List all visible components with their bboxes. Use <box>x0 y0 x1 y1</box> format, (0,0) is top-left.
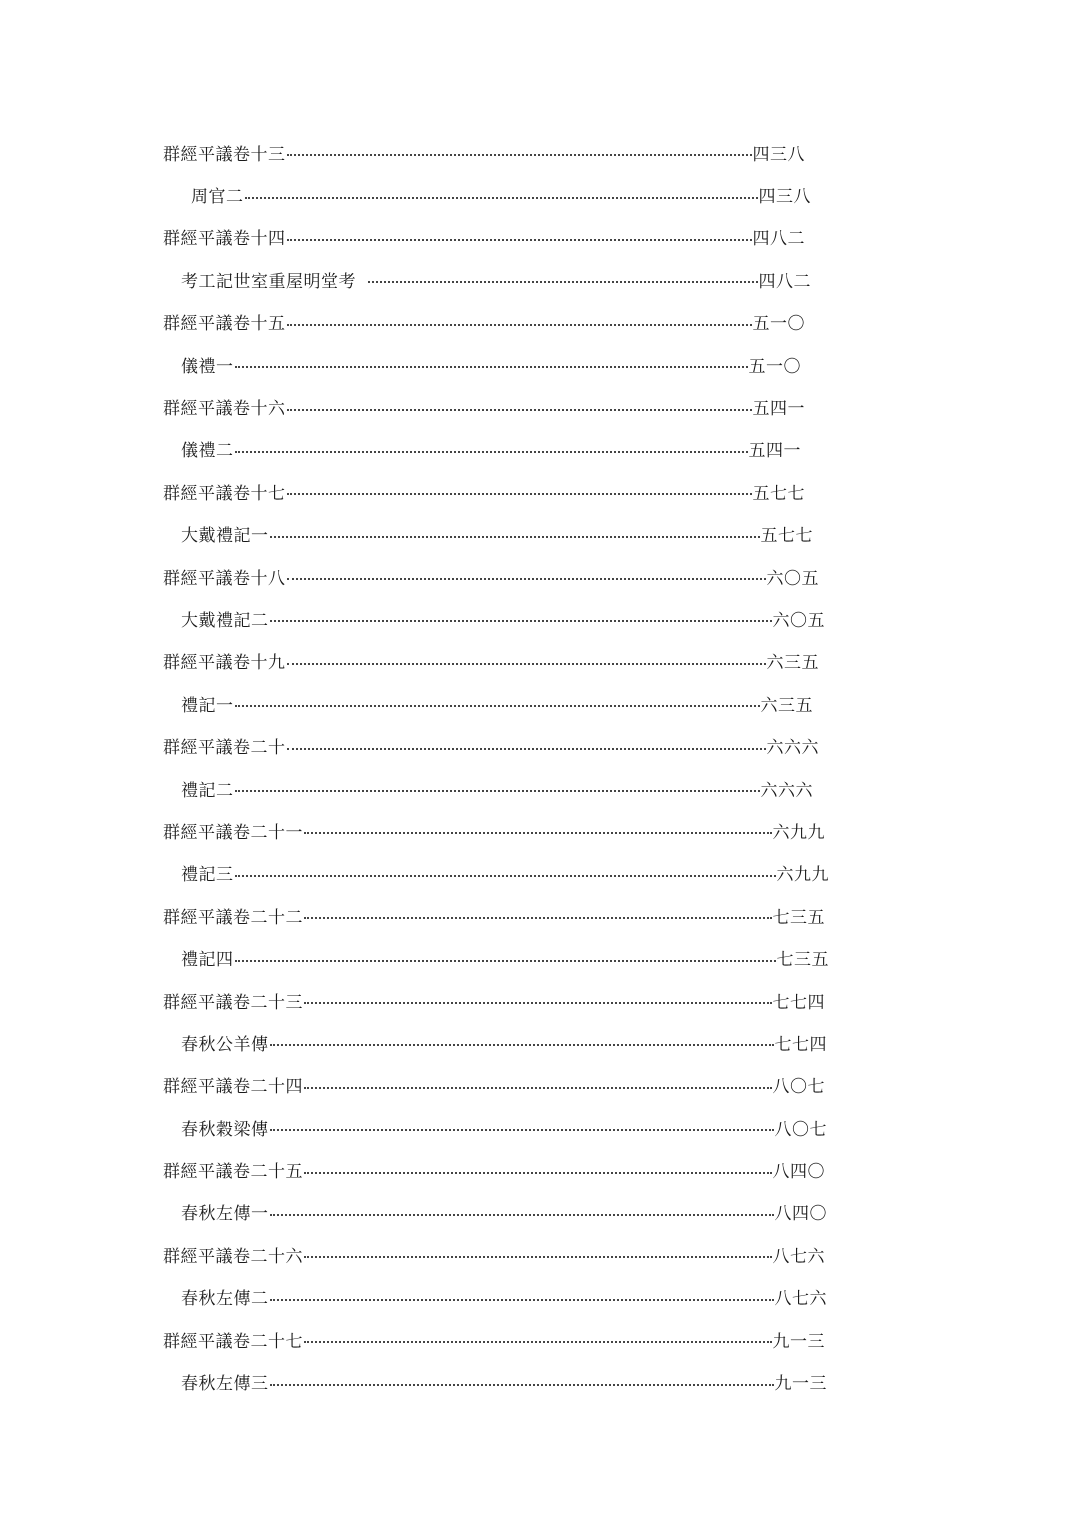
toc-entry <box>181 1360 827 1402</box>
dot-leader <box>287 493 752 495</box>
dot-leader <box>235 790 760 792</box>
toc-entry-page: 四三八 <box>758 187 811 208</box>
dot-leader <box>304 1256 772 1258</box>
toc-entry <box>163 809 825 851</box>
toc-entry-title: 群經平議卷二十 <box>163 738 286 759</box>
toc-entry-title: 群經平議卷十五 <box>163 314 286 335</box>
toc-entry-title: 春秋穀梁傳 <box>181 1119 269 1140</box>
toc-entry-title: 大戴禮記一 <box>181 526 269 547</box>
toc-entry <box>163 1148 825 1190</box>
toc-entry-page: 六九九 <box>772 822 825 843</box>
toc-entry <box>181 1191 827 1233</box>
table-of-contents <box>163 131 863 1403</box>
toc-entry-title: 春秋公羊傳 <box>181 1034 269 1055</box>
toc-entry <box>191 173 811 215</box>
dot-leader <box>287 409 752 411</box>
dot-leader <box>235 960 776 962</box>
toc-entry-page: 五一〇 <box>748 356 801 377</box>
toc-entry-page: 八七六 <box>772 1246 825 1267</box>
toc-entry-title: 禮記四 <box>181 950 234 971</box>
toc-entry-page: 四三八 <box>752 144 805 165</box>
dot-leader <box>287 748 766 750</box>
toc-entry-title: 群經平議卷十三 <box>163 144 286 165</box>
toc-entry-page: 六六六 <box>766 738 819 759</box>
toc-entry-title: 群經平議卷二十六 <box>163 1246 303 1267</box>
toc-entry-page: 六三五 <box>766 653 819 674</box>
toc-entry <box>163 555 819 597</box>
toc-entry-page: 九一三 <box>774 1374 827 1395</box>
dot-leader <box>235 366 748 368</box>
toc-entry <box>163 1064 825 1106</box>
dot-leader <box>270 1299 774 1301</box>
toc-entry-title: 儀禮一 <box>181 356 234 377</box>
dot-leader <box>287 578 766 580</box>
toc-entry <box>181 767 813 809</box>
dot-leader <box>304 1002 772 1004</box>
dot-leader <box>287 154 752 156</box>
toc-entry-page: 八〇七 <box>774 1119 827 1140</box>
toc-entry-page: 六三五 <box>760 695 813 716</box>
toc-entry <box>163 131 805 173</box>
toc-entry-page: 五四一 <box>748 441 801 462</box>
toc-entry-title: 群經平議卷二十四 <box>163 1077 303 1098</box>
dot-leader <box>235 705 760 707</box>
toc-entry-title: 群經平議卷二十三 <box>163 992 303 1013</box>
toc-entry <box>163 1318 825 1360</box>
toc-entry-page: 六六六 <box>760 780 813 801</box>
toc-entry <box>181 428 801 470</box>
toc-entry-title: 禮記一 <box>181 695 234 716</box>
toc-entry-page: 七七四 <box>774 1034 827 1055</box>
toc-entry <box>181 597 825 639</box>
toc-entry-page: 七三五 <box>776 950 829 971</box>
toc-entry <box>181 258 811 300</box>
toc-entry-title: 群經平議卷二十二 <box>163 907 303 928</box>
toc-entry-page: 六〇五 <box>766 568 819 589</box>
toc-entry <box>163 385 805 427</box>
toc-entry <box>181 852 829 894</box>
toc-entry-page: 六〇五 <box>772 610 825 631</box>
toc-entry <box>163 301 805 343</box>
toc-entry <box>181 936 829 978</box>
dot-leader <box>287 324 752 326</box>
dot-leader <box>304 1087 772 1089</box>
dot-leader <box>270 536 760 538</box>
toc-entry-page: 七三五 <box>772 907 825 928</box>
toc-entry-title: 儀禮二 <box>181 441 234 462</box>
toc-entry-page: 八四〇 <box>774 1204 827 1225</box>
dot-leader <box>245 197 758 199</box>
toc-entry-title: 春秋左傳一 <box>181 1204 269 1225</box>
dot-leader <box>287 239 752 241</box>
dot-leader <box>270 1129 774 1131</box>
toc-entry-page: 四八二 <box>752 229 805 250</box>
toc-entry-page: 五七七 <box>752 483 805 504</box>
toc-entry-title: 禮記三 <box>181 865 234 886</box>
toc-entry <box>163 894 825 936</box>
toc-entry-title: 群經平議卷十四 <box>163 229 286 250</box>
toc-entry-title: 群經平議卷十七 <box>163 483 286 504</box>
toc-entry-page: 九一三 <box>772 1331 825 1352</box>
dot-leader <box>270 1214 774 1216</box>
toc-entry <box>181 343 801 385</box>
toc-entry-title: 禮記二 <box>181 780 234 801</box>
toc-entry <box>163 979 825 1021</box>
toc-entry-page: 八〇七 <box>772 1077 825 1098</box>
toc-entry <box>181 1106 827 1148</box>
toc-entry <box>181 1276 827 1318</box>
toc-entry <box>163 724 819 766</box>
toc-entry <box>181 513 813 555</box>
toc-entry <box>163 1233 825 1275</box>
toc-entry-page: 四八二 <box>758 271 811 292</box>
dot-leader <box>235 451 748 453</box>
toc-entry <box>163 470 805 512</box>
toc-entry-page: 七七四 <box>772 992 825 1013</box>
toc-entry-page: 八四〇 <box>772 1162 825 1183</box>
toc-entry-page: 五一〇 <box>752 314 805 335</box>
dot-leader <box>270 1384 774 1386</box>
toc-entry <box>163 640 819 682</box>
dot-leader <box>368 281 758 283</box>
toc-entry-title: 群經平議卷十九 <box>163 653 286 674</box>
toc-entry-title: 群經平議卷十八 <box>163 568 286 589</box>
toc-entry-title: 群經平議卷二十五 <box>163 1162 303 1183</box>
dot-leader <box>270 620 772 622</box>
toc-entry-title: 大戴禮記二 <box>181 610 269 631</box>
toc-entry-title: 群經平議卷十六 <box>163 399 286 420</box>
toc-entry-page: 八七六 <box>774 1289 827 1310</box>
toc-entry-title: 春秋左傳三 <box>181 1374 269 1395</box>
toc-entry-title: 春秋左傳二 <box>181 1289 269 1310</box>
toc-entry <box>181 682 813 724</box>
dot-leader <box>304 917 772 919</box>
toc-entry-title: 群經平議卷二十一 <box>163 822 303 843</box>
toc-entry-page: 五七七 <box>760 526 813 547</box>
toc-entry-title: 周官二 <box>191 187 244 208</box>
dot-leader <box>287 663 766 665</box>
dot-leader <box>304 1172 772 1174</box>
toc-entry-page: 五四一 <box>752 399 805 420</box>
toc-entry-title: 考工記世室重屋明堂考 <box>181 271 356 292</box>
toc-entry <box>181 1021 827 1063</box>
dot-leader <box>235 875 776 877</box>
toc-entry-title: 群經平議卷二十七 <box>163 1331 303 1352</box>
dot-leader <box>304 1341 772 1343</box>
toc-entry <box>163 216 805 258</box>
toc-entry-page: 六九九 <box>776 865 829 886</box>
dot-leader <box>304 832 772 834</box>
dot-leader <box>270 1044 774 1046</box>
